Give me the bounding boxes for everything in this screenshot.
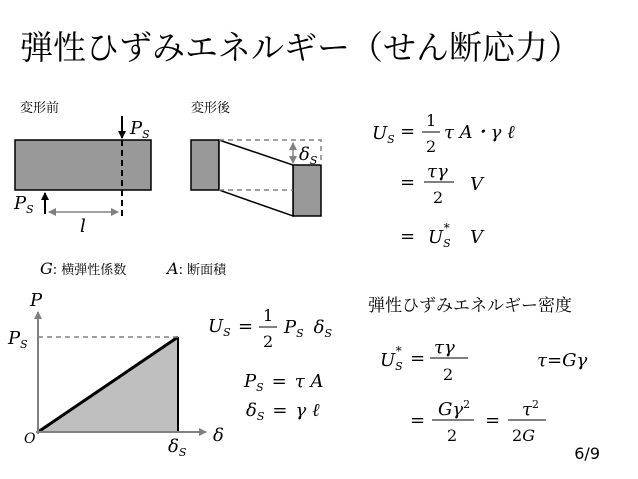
g-eq3: $\delta_S = \gamma$ ℓ — [246, 400, 320, 423]
d-eq3-den: 2G — [512, 426, 535, 445]
x-tick-delta-s: $\delta_S$ — [168, 436, 187, 459]
eq2-V: V — [470, 174, 483, 195]
eq1-den: 2 — [426, 137, 437, 156]
g-eq1-equals: = — [238, 316, 254, 337]
d-eq1-equals: = — [410, 348, 426, 369]
legend-A-symbol: A — [167, 259, 179, 278]
label-before-deformation: 変形前 — [20, 101, 60, 116]
eq2-den: 2 — [433, 188, 444, 207]
eq3-U: $U_S*$ — [428, 221, 451, 250]
d-eq3-equals: = — [485, 410, 501, 431]
eq1-num: 1 — [426, 111, 437, 130]
hooke-law: τ=Gγ — [537, 350, 588, 371]
graph-equations — [208, 306, 333, 423]
legend-A-text: : 断面積 — [178, 263, 227, 278]
d-eq3-num: $\tau^2$ — [522, 398, 539, 420]
label-after-deformation: 変形後 — [191, 101, 231, 116]
d-eq2-num: $G\gamma^2$ — [438, 398, 471, 420]
eq1-equals: = — [400, 121, 416, 142]
eq1-lhs: $U_S$ — [372, 123, 395, 146]
eq3-equals: = — [400, 226, 416, 247]
page-number: 6/9 — [574, 444, 600, 463]
diag-Ps-top: $P_S$ — [130, 118, 150, 141]
g-eq1-den: 2 — [263, 332, 274, 351]
after-sheared-body — [219, 140, 293, 216]
density-equations — [380, 337, 587, 445]
d-eq2-equals: = — [410, 410, 426, 431]
density-heading: 弾性ひずみエネルギー密度 — [368, 296, 572, 316]
d-eq1-num: τγ — [434, 337, 455, 358]
diag-delta-s: $\delta_S$ — [299, 144, 318, 167]
d-eq1-den: 2 — [443, 365, 454, 384]
eq2-num: τγ — [427, 161, 448, 182]
after-right-end — [293, 165, 321, 216]
slide-title: 弾性ひずみエネルギー（せん断応力） — [20, 28, 581, 67]
origin-label: O — [24, 431, 36, 447]
g-eq2: $P_S = \tau$ A — [244, 371, 324, 394]
legend-G-text: : 横弾性係数 — [52, 263, 127, 278]
g-eq1-num: 1 — [263, 306, 274, 325]
d-eq2-den: 2 — [447, 426, 458, 445]
strain-energy-equations — [372, 111, 515, 250]
eq2-equals: = — [400, 172, 416, 193]
y-axis-label: P — [30, 290, 43, 311]
y-tick-ps: $P_S$ — [8, 328, 28, 351]
g-eq1-rhs: $P_S$ $\delta_S$ — [284, 317, 333, 340]
block-before — [15, 140, 151, 190]
after-left-end — [191, 140, 219, 190]
diag-Ps-bottom: $P_S$ — [14, 193, 34, 216]
diag-length-l: l — [80, 216, 86, 237]
eq1-rhs: τ A・γ ℓ — [444, 122, 515, 143]
x-axis-label: δ — [213, 425, 224, 446]
g-eq1-lhs: $U_S$ — [208, 316, 231, 339]
eq3-V: V — [470, 227, 483, 248]
d-eq1-lhs: $U_S*$ — [380, 344, 403, 373]
legend-G-symbol: G — [40, 259, 53, 278]
load-displacement-graph — [7, 290, 224, 459]
